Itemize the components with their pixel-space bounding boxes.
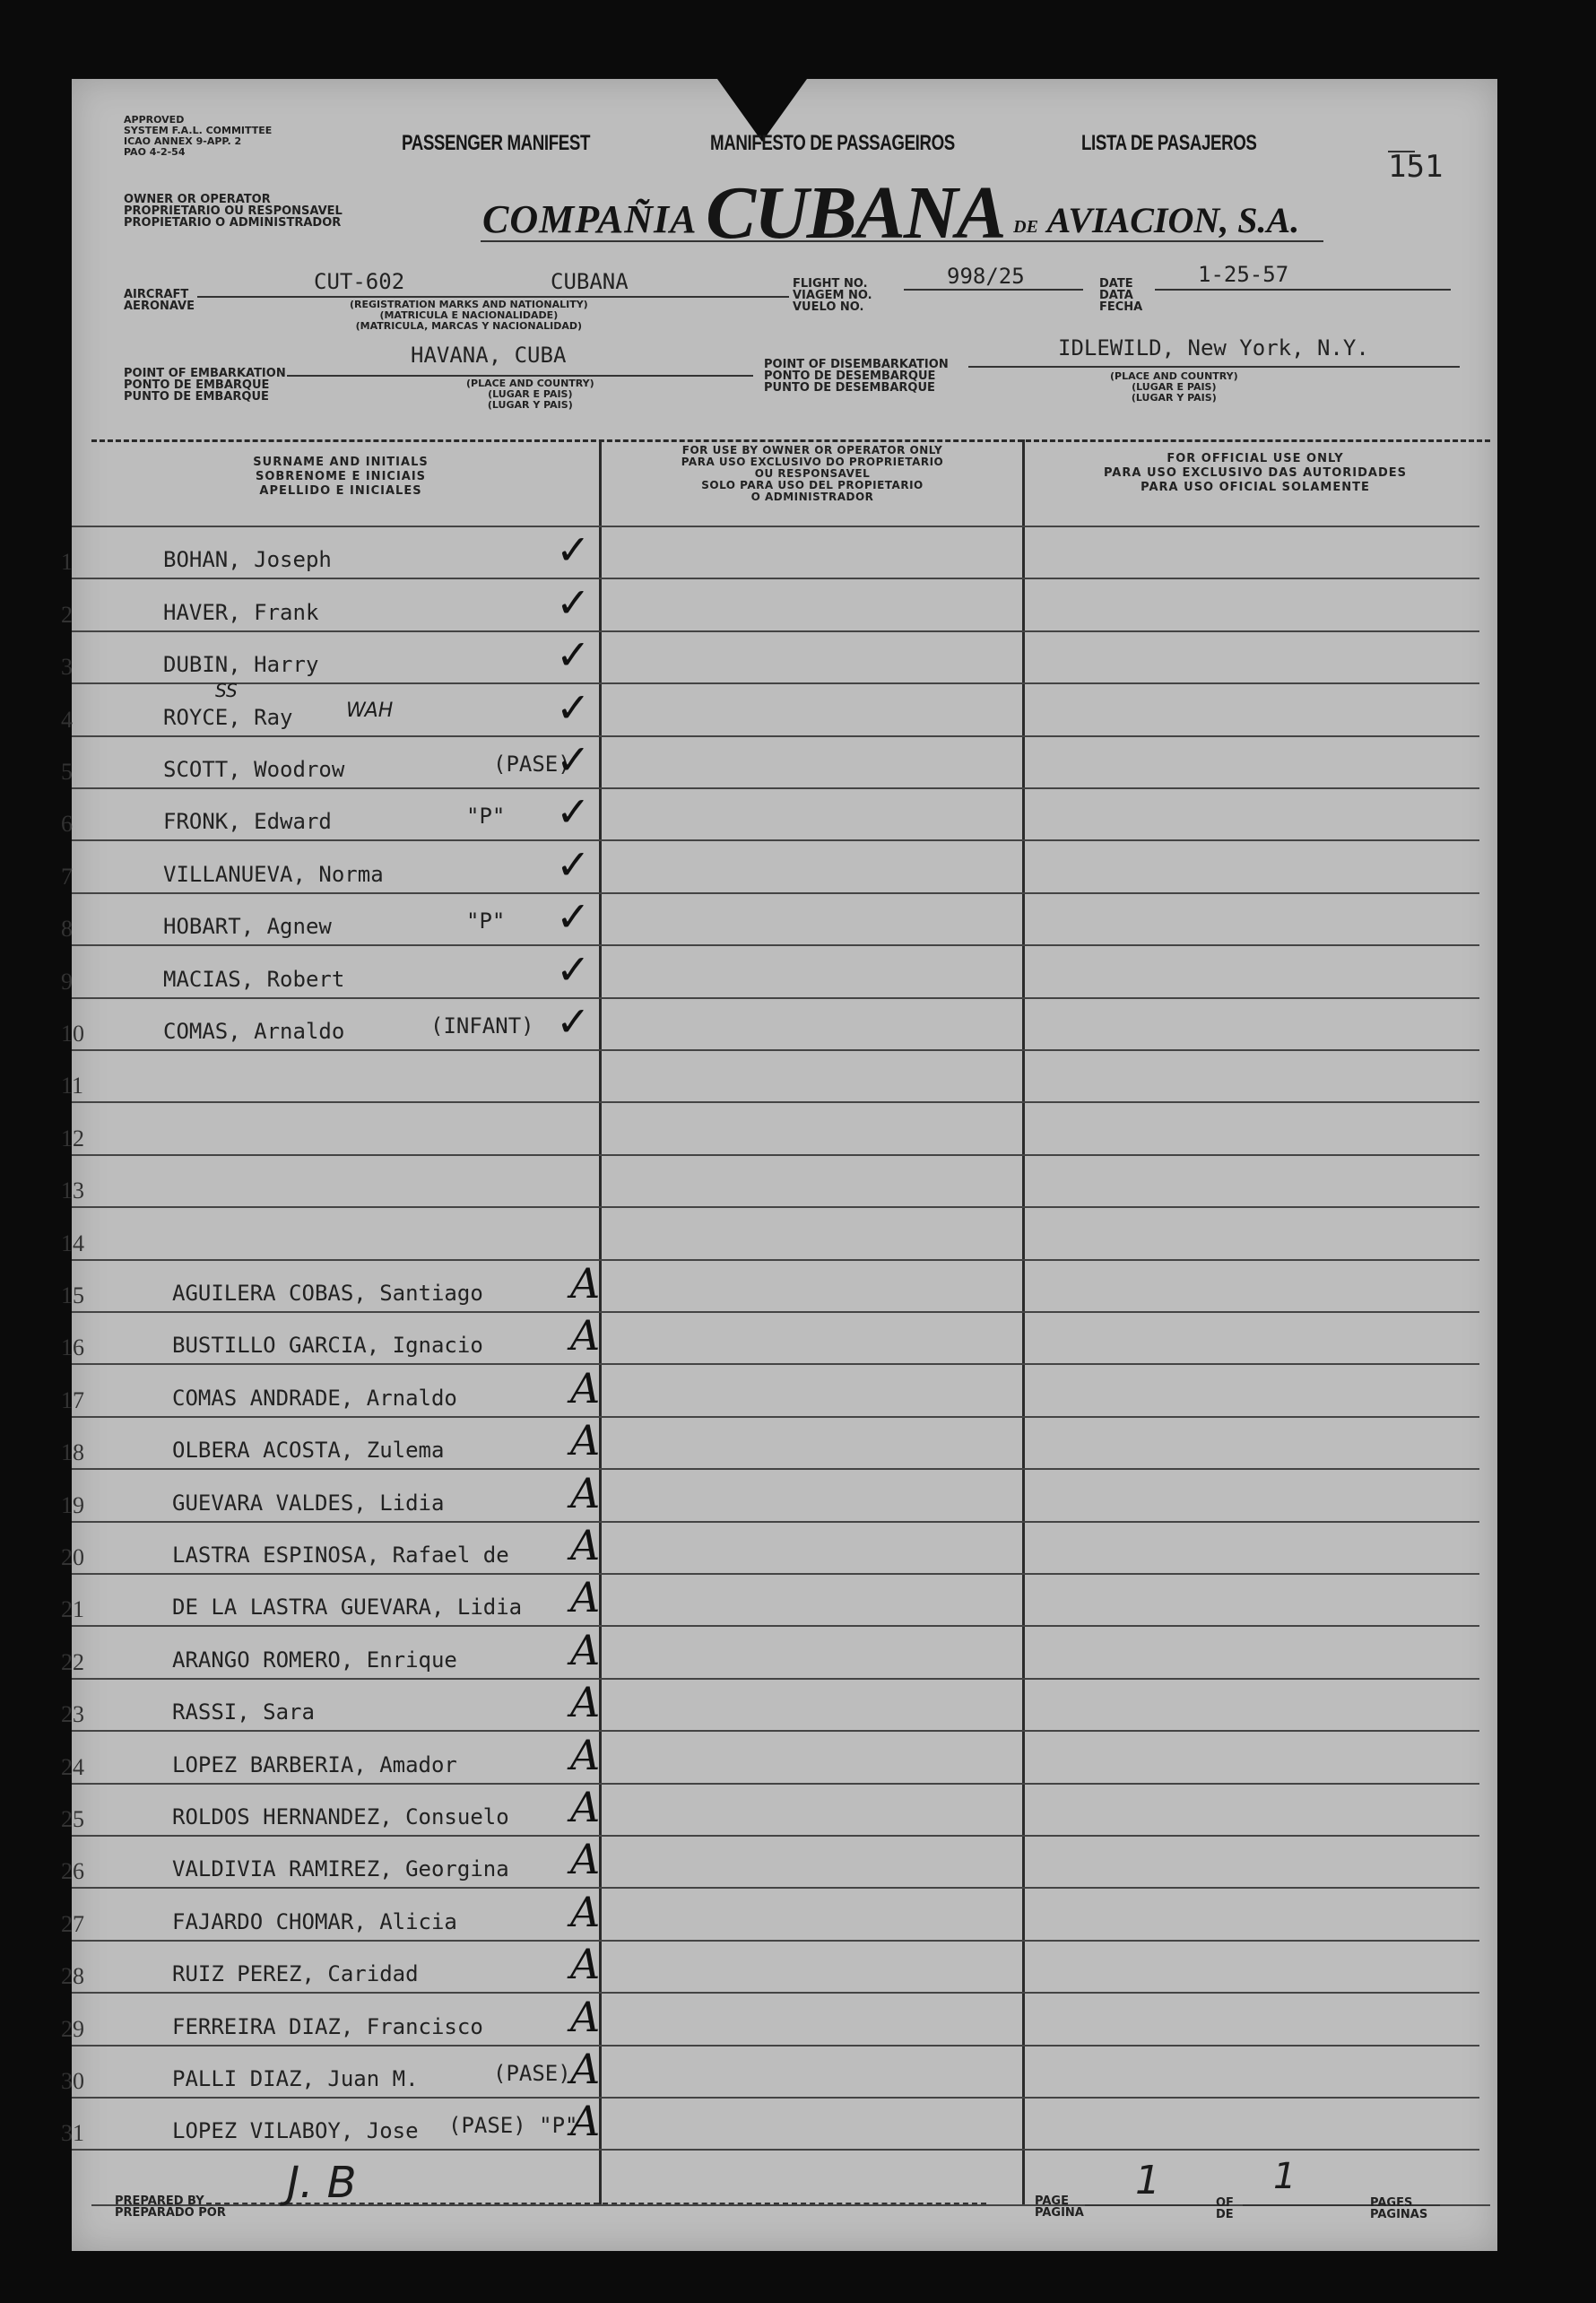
- embarkation-caption-line: (LUGAR E PAIS): [488, 388, 573, 400]
- row-number: 18: [61, 1439, 84, 1466]
- passenger-name: BUSTILLO GARCIA, Ignacio: [172, 1333, 483, 1359]
- row-number: 10: [61, 1021, 84, 1047]
- passenger-name: VILLANUEVA, Norma: [163, 861, 384, 887]
- passenger-name: RASSI, Sara: [172, 1699, 315, 1725]
- owner-label-line: PROPRIETARIO OU RESPONSAVEL: [124, 204, 343, 218]
- row-rule: [72, 839, 1479, 841]
- prepared-by-label-line: PREPARED BY: [115, 2194, 204, 2208]
- prepared-by-signature: J. B: [287, 2158, 357, 2208]
- title-pt: MANIFESTO DE PASSAGEIROS: [710, 131, 955, 155]
- date-rule: [1155, 289, 1451, 291]
- disembarkation-caption-line: (PLACE AND COUNTRY): [1110, 370, 1238, 382]
- column-header-line: SOLO PARA USO DEL PROPIETARIO: [701, 479, 924, 491]
- passenger-name: LASTRA ESPINOSA, Rafael de: [172, 1543, 509, 1568]
- aircraft-caption-line: (REGISTRATION MARKS AND NATIONALITY): [350, 299, 588, 310]
- row-rule: [72, 1625, 1479, 1627]
- page-label-line: PAGINA: [1035, 2206, 1084, 2220]
- column-header-line: OU RESPONSAVEL: [754, 467, 871, 480]
- row-number: 12: [61, 1125, 84, 1152]
- date-label: [1099, 278, 1142, 313]
- form-stamp: [124, 115, 272, 158]
- row-rule: [72, 2097, 1479, 2099]
- column-header-line: PARA USO EXCLUSIVO DO PROPRIETARIO: [681, 456, 944, 468]
- passenger-name: LOPEZ BARBERIA, Amador: [172, 1751, 457, 1777]
- passenger-name: DE LA LASTRA GUEVARA, Lidia: [172, 1595, 523, 1621]
- passenger-name: PALLI DIAZ, Juan M.: [172, 2066, 419, 2091]
- row-number: 24: [61, 1753, 84, 1780]
- row-number: 22: [61, 1648, 84, 1675]
- stamp-line: ICAO ANNEX 9-APP. 2: [124, 135, 242, 147]
- column-header-line: APELLIDO E INICIALES: [259, 484, 422, 498]
- prepared-by-label: [115, 2195, 226, 2219]
- date-label-line: FECHA: [1099, 300, 1143, 314]
- row-rule: [72, 1363, 1479, 1365]
- handwritten-a-mark: A: [570, 1835, 601, 1884]
- disembarkation-label-line: PUNTO DE DESEMBARQUE: [764, 381, 935, 395]
- pages-label-line: PAGINAS: [1370, 2208, 1428, 2221]
- check-mark-icon: ✓: [556, 997, 591, 1046]
- handwritten-a-mark: A: [570, 1573, 601, 1622]
- disembarkation-caption: [1110, 371, 1238, 404]
- row-number: 11: [61, 1073, 84, 1099]
- passenger-name: HOBART, Agnew: [163, 914, 332, 940]
- column-header-line: FOR OFFICIAL USE ONLY: [1167, 452, 1344, 465]
- table-top-rule: [91, 439, 1490, 442]
- header-bottom-rule: [72, 526, 1479, 527]
- date-label-line: DATA: [1099, 289, 1133, 302]
- row-rule: [72, 1835, 1479, 1837]
- row-rule: [72, 1521, 1479, 1523]
- brand-underline: [481, 240, 1323, 242]
- row-rule: [72, 1206, 1479, 1208]
- flight-label: [793, 278, 872, 313]
- row-number: 25: [61, 1806, 84, 1832]
- row-number: 14: [61, 1230, 84, 1256]
- passenger-name: VALDIVIA RAMIREZ, Georgina: [172, 1856, 509, 1882]
- passenger-name: ROYCE, Ray: [163, 704, 293, 730]
- handwritten-a-mark: A: [570, 2097, 601, 2146]
- column-header-names: [143, 456, 538, 499]
- handwritten-a-mark: A: [570, 1992, 601, 2041]
- aircraft-rule: [197, 296, 789, 298]
- flight-number: 998/25: [947, 264, 1025, 289]
- disembarkation-rule: [968, 366, 1460, 368]
- handwritten-annotation: WAH: [346, 699, 394, 722]
- passenger-name: OLBERA ACOSTA, Zulema: [172, 1438, 445, 1464]
- embarkation-caption-line: (PLACE AND COUNTRY): [466, 378, 594, 389]
- row-number: 21: [61, 1596, 84, 1623]
- flight-date: 1-25-57: [1198, 262, 1289, 287]
- handwritten-a-mark: A: [570, 1887, 601, 1936]
- row-rule: [72, 1573, 1479, 1575]
- row-number: 5: [61, 759, 73, 785]
- manifest-sheet: [61, 79, 1497, 2251]
- column-header-line: FOR USE BY OWNER OR OPERATOR ONLY: [681, 444, 943, 456]
- row-rule: [72, 1992, 1479, 1994]
- disembarkation-caption-line: (LUGAR Y PAIS): [1131, 392, 1217, 404]
- pages-label: [1370, 2197, 1427, 2220]
- handwritten-a-mark: A: [570, 1783, 601, 1831]
- embarkation-label-line: PUNTO DE EMBARQUE: [124, 390, 269, 404]
- passenger-name: COMAS ANDRADE, Arnaldo: [172, 1385, 457, 1411]
- check-mark-icon: ✓: [556, 682, 591, 732]
- row-number: 8: [61, 916, 73, 943]
- check-mark-icon: ✓: [556, 630, 591, 680]
- row-rule: [72, 944, 1479, 946]
- flight-label-line: VIAGEM NO.: [793, 289, 872, 302]
- row-rule: [72, 997, 1479, 999]
- row-number: 13: [61, 1178, 84, 1204]
- airline-suffix-small: DE: [1013, 217, 1038, 237]
- disembarkation-label-line: PONTO DE DESEMBARQUE: [764, 369, 936, 383]
- aircraft-caption-line: (MATRICULA E NACIONALIDADE): [379, 309, 559, 321]
- row-number: 28: [61, 1963, 84, 1990]
- passenger-name: ARANGO ROMERO, Enrique: [172, 1647, 457, 1673]
- passenger-note: "P": [466, 908, 506, 934]
- handwritten-a-mark: A: [570, 1625, 601, 1674]
- check-mark-icon: ✓: [556, 892, 591, 942]
- row-rule: [72, 682, 1479, 684]
- row-number: 29: [61, 2015, 84, 2042]
- stamp-line: PAO 4-2-54: [124, 146, 186, 158]
- row-number: 15: [61, 1282, 84, 1308]
- of-label-line: DE: [1216, 2208, 1234, 2221]
- disembarkation-value: IDLEWILD, New York, N.Y.: [1058, 335, 1369, 361]
- row-rule: [72, 1259, 1479, 1261]
- row-number: 9: [61, 968, 73, 995]
- row-number: 30: [61, 2068, 84, 2094]
- row-number: 7: [61, 863, 73, 890]
- handwritten-a-mark: A: [570, 1259, 601, 1308]
- handwritten-a-mark: A: [570, 1311, 601, 1360]
- airline-name: CUBANA: [706, 171, 1005, 255]
- row-number: 6: [61, 811, 73, 838]
- column-header-owner-use: [606, 445, 1019, 503]
- aircraft-label-line: AIRCRAFT: [124, 288, 189, 301]
- passenger-name: HAVER, Frank: [163, 599, 319, 625]
- page-total: 1: [1273, 2156, 1297, 2197]
- row-number: 17: [61, 1386, 84, 1413]
- column-header-line: PARA USO OFICIAL SOLAMENTE: [1141, 481, 1370, 494]
- handwritten-a-mark: A: [570, 2045, 601, 2093]
- column-header-line: SOBRENOME E INICIAIS: [255, 470, 427, 483]
- aircraft-nationality: CUBANA: [551, 269, 629, 294]
- passenger-note: "P": [466, 804, 506, 830]
- pages-label-line: PAGES: [1370, 2196, 1413, 2210]
- airline-prefix: COMPAÑIA: [482, 197, 698, 241]
- row-rule: [72, 1887, 1479, 1889]
- page-number: 1: [1135, 2158, 1160, 2203]
- passenger-note: (INFANT): [430, 1013, 534, 1039]
- handwritten-a-mark: A: [570, 1940, 601, 1989]
- row-rule: [72, 578, 1479, 579]
- passenger-note: (PASE): [493, 2061, 571, 2086]
- passenger-name: FERREIRA DIAZ, Francisco: [172, 2013, 483, 2039]
- handwritten-a-mark: A: [570, 1416, 601, 1465]
- row-rule: [72, 2045, 1479, 2047]
- handwritten-a-mark: A: [570, 1730, 601, 1779]
- passenger-name: FRONK, Edward: [163, 809, 332, 835]
- passenger-note: (PASE) "P": [448, 2113, 578, 2139]
- row-rule: [72, 630, 1479, 632]
- owner-label: [124, 194, 343, 229]
- row-number: 23: [61, 1701, 84, 1728]
- row-rule: [72, 1468, 1479, 1470]
- flight-rule: [904, 289, 1083, 291]
- row-number: 3: [61, 654, 73, 681]
- passenger-name: COMAS, Arnaldo: [163, 1019, 345, 1044]
- aircraft-caption: [350, 300, 588, 332]
- column-header-line: PARA USO EXCLUSIVO DAS AUTORIDADES: [1103, 466, 1408, 480]
- check-mark-icon: ✓: [556, 839, 591, 889]
- of-label-line: OF: [1216, 2196, 1234, 2210]
- row-rule: [72, 1049, 1479, 1051]
- row-rule: [72, 2149, 1479, 2151]
- embarkation-rule: [287, 375, 753, 377]
- embarkation-caption-line: (LUGAR Y PAIS): [487, 399, 573, 411]
- check-mark-icon: ✓: [556, 787, 591, 837]
- row-rule: [72, 787, 1479, 789]
- check-mark-icon: ✓: [556, 735, 591, 784]
- flight-label-line: VUELO NO.: [793, 300, 864, 314]
- row-number: 19: [61, 1491, 84, 1518]
- column-header-line: O ADMINISTRADOR: [750, 491, 874, 503]
- row-rule: [72, 1154, 1479, 1156]
- handwritten-a-mark: A: [570, 1678, 601, 1727]
- row-number: 2: [61, 601, 73, 628]
- embarkation-label-line: PONTO DE EMBARQUE: [124, 378, 270, 392]
- row-rule: [72, 735, 1479, 737]
- column-header-official-use: [1031, 452, 1479, 495]
- row-number: 31: [61, 2120, 84, 2147]
- aircraft-caption-line: (MATRICULA, MARCAS Y NACIONALIDAD): [355, 320, 583, 332]
- page-label: [1035, 2195, 1084, 2219]
- embarkation-caption: [466, 378, 594, 411]
- title-es: LISTA DE PASAJEROS: [1081, 131, 1257, 155]
- passenger-name: BOHAN, Joseph: [163, 547, 332, 573]
- handwritten-correction: SS: [215, 679, 238, 701]
- passenger-name: SCOTT, Woodrow: [163, 757, 345, 782]
- row-rule: [72, 1678, 1479, 1680]
- check-mark-icon: ✓: [556, 944, 591, 994]
- handwritten-a-mark: A: [570, 1468, 601, 1517]
- embarkation-value: HAVANA, CUBA: [411, 343, 567, 368]
- page-rule: [1085, 2204, 1228, 2206]
- disembarkation-label: [764, 359, 949, 394]
- aircraft-registration: CUT-602: [314, 269, 405, 294]
- handwritten-a-mark: A: [570, 1363, 601, 1412]
- page-stamp-number: 151: [1388, 149, 1444, 185]
- prepared-by-label-line: PREPARADO POR: [115, 2206, 226, 2220]
- row-number: 4: [61, 706, 73, 733]
- airline-suffix: AVIACION, S.A.: [1046, 200, 1300, 240]
- row-rule: [72, 1101, 1479, 1103]
- passenger-name: AGUILERA COBAS, Santiago: [172, 1281, 483, 1306]
- column-header-line: SURNAME AND INITIALS: [253, 456, 429, 469]
- passenger-name: FAJARDO CHOMAR, Alicia: [172, 1908, 457, 1934]
- row-rule: [72, 1940, 1479, 1942]
- row-rule: [72, 892, 1479, 894]
- aircraft-label-line: AERONAVE: [124, 300, 195, 313]
- check-mark-icon: ✓: [556, 578, 591, 627]
- title-en: PASSENGER MANIFEST: [402, 131, 591, 155]
- row-rule: [72, 1311, 1479, 1313]
- disembarkation-label-line: POINT OF DISEMBARKATION: [764, 358, 949, 371]
- passenger-name: ROLDOS HERNANDEZ, Consuelo: [172, 1804, 509, 1829]
- owner-label-line: PROPIETARIO O ADMINISTRADOR: [124, 216, 342, 230]
- row-number: 26: [61, 1858, 84, 1885]
- row-number: 16: [61, 1334, 84, 1361]
- stamp-line: APPROVED: [124, 114, 185, 126]
- passenger-note: (PASE): [493, 752, 571, 777]
- disembarkation-caption-line: (LUGAR E PAIS): [1132, 381, 1217, 393]
- handwritten-a-mark: A: [570, 1521, 601, 1569]
- row-rule: [72, 1416, 1479, 1418]
- row-number: 27: [61, 1910, 84, 1937]
- passenger-name: RUIZ PEREZ, Caridad: [172, 1961, 419, 1987]
- row-rule: [72, 1730, 1479, 1732]
- flight-label-line: FLIGHT NO.: [793, 277, 868, 291]
- row-rule: [72, 1783, 1479, 1785]
- aircraft-label: [124, 289, 195, 312]
- check-mark-icon: ✓: [556, 526, 591, 575]
- embarkation-label: [124, 368, 286, 403]
- row-number: 1: [61, 549, 73, 576]
- embarkation-label-line: POINT OF EMBARKATION: [124, 367, 286, 380]
- stamp-line: SYSTEM F.A.L. COMMITTEE: [124, 125, 273, 136]
- passenger-name: LOPEZ VILABOY, Jose: [172, 2118, 419, 2144]
- of-label: [1216, 2197, 1234, 2220]
- passenger-name: MACIAS, Robert: [163, 966, 345, 992]
- page-label-line: PAGE: [1035, 2194, 1069, 2208]
- date-label-line: DATE: [1099, 277, 1133, 291]
- row-number: 20: [61, 1544, 84, 1570]
- passenger-name: GUEVARA VALDES, Lidia: [172, 1490, 445, 1516]
- passenger-name: DUBIN, Harry: [163, 652, 319, 678]
- owner-label-line: OWNER OR OPERATOR: [124, 193, 271, 206]
